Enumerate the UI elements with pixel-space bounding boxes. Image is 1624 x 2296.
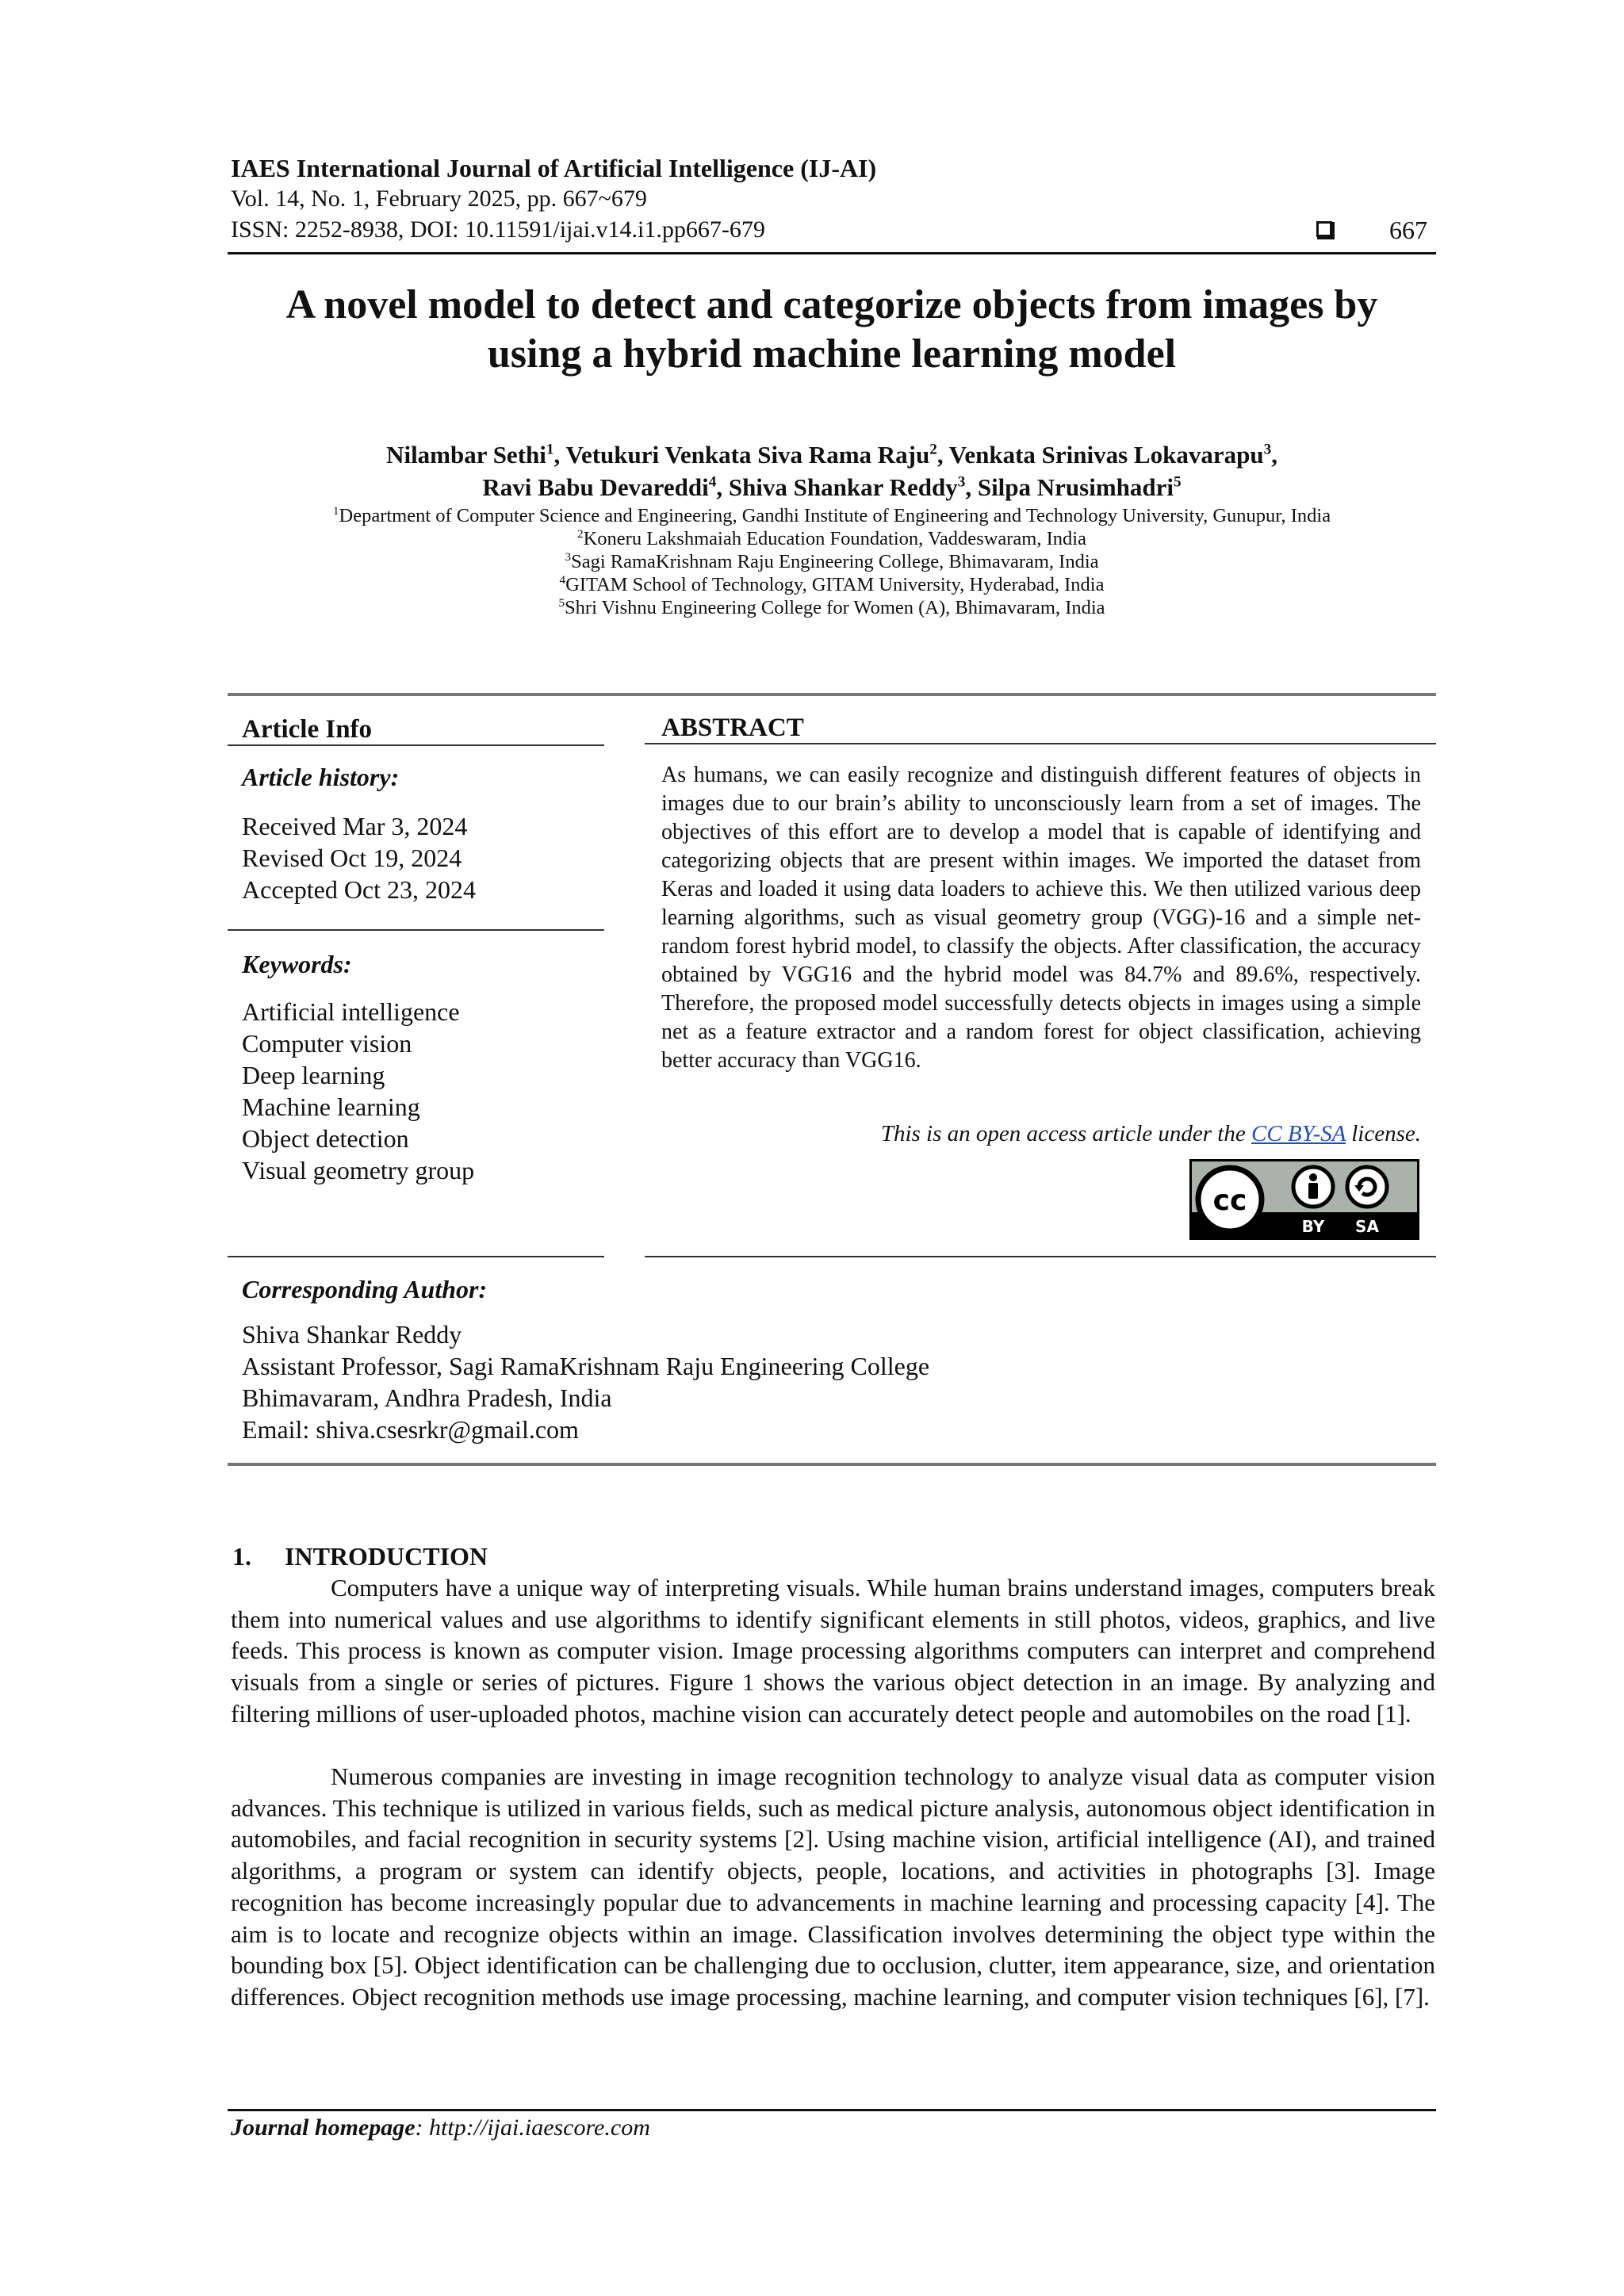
affiliation-text: Koneru Lakshmaiah Education Foundation, Vaddeswaram, India [583,528,1086,549]
abstract-bottom-rule [645,1256,1436,1257]
author-sup: 3 [1263,441,1272,458]
corresponding-email[interactable]: Email: shiva.csesrkr@gmail.com [242,1415,579,1444]
author-sup: 4 [708,473,717,491]
homepage-label: Journal homepage [231,2114,416,2141]
author-sep: , [1271,441,1277,469]
title-line-2: using a hybrid machine learning model [487,331,1177,377]
author-sup: 1 [546,441,554,458]
received-date: Received Mar 3, 2024 [242,812,468,840]
affiliation-4 [228,573,1436,596]
open-access-prefix: This is an open access article under the [880,1121,1251,1146]
journal-issn-doi: ISSN: 2252-8938, DOI: 10.11591/ijai.v14.i1.pp667-679 [231,216,765,243]
corresponding-location: Bhimavaram, Andhra Pradesh, India [242,1383,612,1412]
info-bottom-rule [228,1463,1436,1466]
author-sep: , [936,441,949,469]
article-history-heading: Article history: [242,763,400,791]
author-name: Silpa Nrusimhadri [977,473,1174,501]
sa-share-icon [1347,1167,1387,1207]
affiliation-sup: 5 [558,595,565,610]
affiliation-2 [228,527,1436,550]
open-access-suffix: license. [1345,1121,1421,1146]
keyword: Visual geometry group [242,1156,475,1184]
affiliation-sup: 4 [559,572,566,587]
introduction-heading [232,1540,488,1572]
cc-badge-graphic [1192,1161,1417,1238]
section-title: INTRODUCTION [285,1542,488,1571]
footer-rule [228,2109,1436,2111]
author-sep: , [965,473,978,501]
corresponding-author-heading: Corresponding Author: [242,1275,488,1303]
header-rule [228,252,1436,254]
license-link[interactable]: CC BY-SA [1251,1121,1346,1146]
corresponding-name: Shiva Shankar Reddy [242,1320,462,1349]
title-line-1: A novel model to detect and categorize objects from images by [285,282,1378,327]
author-name: Vetukuri Venkata Siva Rama Raju [565,441,930,469]
author-name: Nilambar Sethi [386,441,546,469]
abstract-rule [645,743,1436,744]
page-marker-icon [1316,221,1332,237]
affiliation-5 [228,596,1436,619]
author-sup: 3 [957,473,966,491]
author-sup: 2 [929,441,937,458]
author-sep: , [553,441,566,469]
keywords-heading: Keywords: [242,950,352,978]
open-access-note [661,1119,1421,1148]
intro-paragraph-1: Computers have a unique way of interpreting visuals. While human brains understand images, computers break them into numerical values and use algorithms to identify significant elements in still photos, videos, graphics, and live feeds. This process is known as computer vision. Image processing algorithms computers can interpret and comprehend visuals from a single or series of pictures. Figure 1 shows the various object detection in an image. By analyzing and filtering millions of user-uploaded photos, machine vision can accurately detect people and automobiles on the road [1]. [231,1574,1435,1728]
section-number: 1. [232,1542,251,1571]
paper-title [228,281,1436,379]
article-info-heading: Article Info [242,715,373,744]
by-person-body [1308,1183,1318,1199]
keyword: Computer vision [242,1029,412,1058]
authors-line-2 [228,473,1436,502]
keyword: Object detection [242,1124,409,1153]
by-person-head [1309,1173,1317,1181]
badge-sa-label: SA [1355,1217,1379,1236]
affiliation-sup: 1 [332,503,339,518]
abstract-heading: ABSTRACT [661,714,804,742]
affiliation-sup: 3 [565,549,572,564]
article-info-rule [228,744,604,746]
author-name: Ravi Babu Devareddi [482,473,709,501]
history-rule [228,929,604,931]
affiliation-3 [228,550,1436,573]
author-sep: , [716,473,729,501]
affiliation-1 [228,504,1436,527]
cc-glyph: cc [1212,1184,1247,1217]
keyword: Machine learning [242,1093,420,1121]
author-sup: 5 [1174,473,1182,491]
journal-name: IAES International Journal of Artificial Intelligence (IJ-AI) [231,154,877,182]
affiliation-text: Sagi RamaKrishnam Raju Engineering College, Bhimavaram, India [571,551,1099,572]
author-name: Venkata Srinivas Lokavarapu [948,441,1264,469]
accepted-date: Accepted Oct 23, 2024 [242,875,477,904]
abstract-text: As humans, we can easily recognize and distinguish different features of objects in images due to our brain’s ability to unconsciously learn from a set of images. The objectives of this effort are to develop a model that is capable of identifying and categorizing objects that are present within images. We imported the dataset from Keras and loaded it using data loaders to achieve this. We then utilized various deep learning algorithms, such as visual geometry group (VGG)-16 and a simple net-random forest hybrid model, to classify the objects. After classification, the accuracy obtained by VGG16 and the hybrid model was 84.7% and 89.6%, respectively. Therefore, the proposed model successfully detects objects in images using a simple net as a feature extractor and a random forest for object classification, achieving better accuracy than VGG16. [661,763,1421,1073]
intro-paragraph-2: Numerous companies are investing in image recognition technology to analyze visual data as computer vision advances. This technique is utilized in various fields, such as medical picture analysis, autonomous object identification in automobiles, and facial recognition in security systems [2]. Using machine vision, artificial intelligence (AI), and trained algorithms, a program or system can identify objects, people, locations, and activities in photographs [3]. Image recognition has become increasingly popular due to advancements in machine learning and processing capacity [4]. The aim is to locate and recognize objects within an image. Classification involves determining the object type within the bounding box [5]. Object identification can be challenging due to occlusion, clutter, item appearance, size, and orientation differences. Object recognition methods use image processing, machine learning, and computer vision techniques [6], [7]. [231,1762,1435,2011]
authors-line-1 [228,441,1436,469]
info-top-rule [228,693,1436,696]
revised-date: Revised Oct 19, 2024 [242,844,462,872]
cc-by-sa-badge[interactable] [1189,1159,1419,1240]
page-number: 667 [1389,216,1427,244]
keyword: Artificial intelligence [242,997,460,1026]
author-name: Shiva Shankar Reddy [728,473,958,501]
journal-volume: Vol. 14, No. 1, February 2025, pp. 667~679 [231,186,647,212]
affiliation-text: Department of Computer Science and Engineering, Gandhi Institute of Engineering and Technology University, Gunupur, India [339,505,1331,526]
homepage-url[interactable]: : http://ijai.iaescore.com [415,2114,650,2141]
corresponding-position: Assistant Professor, Sagi RamaKrishnam Raju Engineering College [242,1352,930,1380]
keywords-rule [228,1256,604,1257]
journal-homepage [231,2113,650,2143]
affiliation-sup: 2 [577,526,584,541]
badge-by-label: BY [1301,1217,1325,1236]
affiliation-text: GITAM School of Technology, GITAM University, Hyderabad, India [565,574,1105,595]
keyword: Deep learning [242,1061,385,1089]
affiliation-text: Shri Vishnu Engineering College for Women (A), Bhimavaram, India [565,597,1105,618]
keywords-list [242,996,474,1186]
